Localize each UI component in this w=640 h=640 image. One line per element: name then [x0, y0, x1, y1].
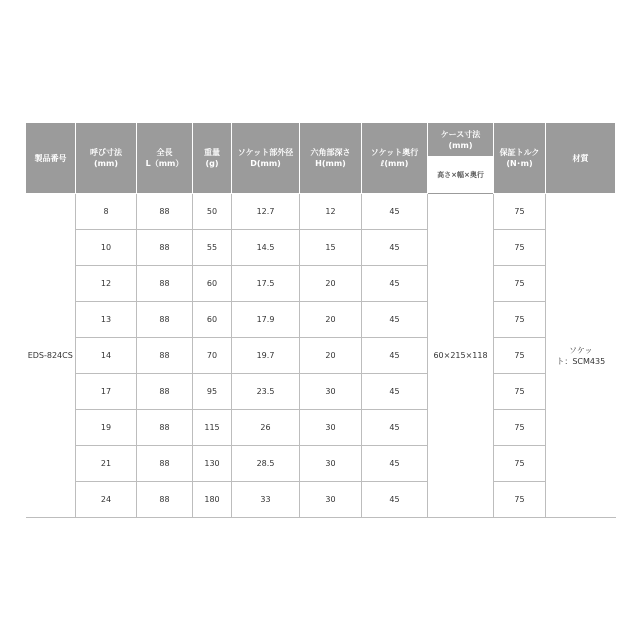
- length-cell: 88: [137, 338, 193, 374]
- weight-cell: 50: [193, 194, 232, 230]
- hex-depth-cell: 30: [300, 410, 362, 446]
- torque-cell: 75: [494, 338, 546, 374]
- nominal-cell: 19: [76, 410, 137, 446]
- header-case-size: ケース寸法 (mm): [428, 123, 494, 157]
- header-torque: 保証トルク (N･m): [494, 123, 546, 194]
- torque-cell: 75: [494, 410, 546, 446]
- material-line-2: ト：SCM435: [556, 356, 606, 366]
- nominal-cell: 17: [76, 374, 137, 410]
- header-length: 全長 L（mm）: [137, 123, 193, 194]
- table-row: [26, 482, 616, 518]
- torque-cell: 75: [494, 302, 546, 338]
- torque-cell: 75: [494, 446, 546, 482]
- header-socket-depth: ソケット奥行 ℓ(mm): [362, 123, 428, 194]
- table-row: [26, 194, 616, 230]
- header-nominal-size: 呼び寸法 (mm): [76, 123, 137, 194]
- nominal-cell: 10: [76, 230, 137, 266]
- torque-cell: 75: [494, 230, 546, 266]
- outer-diameter-cell: 23.5: [232, 374, 300, 410]
- outer-diameter-cell: 12.7: [232, 194, 300, 230]
- nominal-cell: 24: [76, 482, 137, 518]
- torque-cell: 75: [494, 482, 546, 518]
- material-cell: [546, 194, 616, 518]
- socket-depth-cell: 45: [362, 410, 428, 446]
- length-cell: 88: [137, 374, 193, 410]
- socket-depth-cell: 45: [362, 446, 428, 482]
- torque-cell: 75: [494, 374, 546, 410]
- socket-depth-cell: 45: [362, 194, 428, 230]
- table-row: [26, 374, 616, 410]
- length-cell: 88: [137, 194, 193, 230]
- nominal-cell: 13: [76, 302, 137, 338]
- table-row: [26, 266, 616, 302]
- outer-diameter-cell: 19.7: [232, 338, 300, 374]
- hex-depth-cell: 12: [300, 194, 362, 230]
- hex-depth-cell: 20: [300, 302, 362, 338]
- nominal-cell: 12: [76, 266, 137, 302]
- nominal-cell: 21: [76, 446, 137, 482]
- weight-cell: 60: [193, 302, 232, 338]
- nominal-cell: 8: [76, 194, 137, 230]
- table-row: [26, 338, 616, 374]
- weight-cell: 55: [193, 230, 232, 266]
- case-size-cell: 60×215×118: [428, 194, 494, 518]
- table-row: [26, 446, 616, 482]
- weight-cell: 115: [193, 410, 232, 446]
- hex-depth-cell: 20: [300, 338, 362, 374]
- header-hex-depth: 六角部深さ H(mm): [300, 123, 362, 194]
- outer-diameter-cell: 17.9: [232, 302, 300, 338]
- outer-diameter-cell: 17.5: [232, 266, 300, 302]
- hex-depth-cell: 30: [300, 374, 362, 410]
- socket-depth-cell: 45: [362, 374, 428, 410]
- socket-depth-cell: 45: [362, 266, 428, 302]
- socket-depth-cell: 45: [362, 230, 428, 266]
- outer-diameter-cell: 33: [232, 482, 300, 518]
- outer-diameter-cell: 28.5: [232, 446, 300, 482]
- header-case-size-sub: 高さ×幅×奥行: [428, 157, 494, 194]
- length-cell: 88: [137, 410, 193, 446]
- hex-depth-cell: 30: [300, 482, 362, 518]
- material-line-1: ソケッ: [568, 345, 593, 355]
- length-cell: 88: [137, 482, 193, 518]
- weight-cell: 60: [193, 266, 232, 302]
- weight-cell: 70: [193, 338, 232, 374]
- socket-depth-cell: 45: [362, 482, 428, 518]
- table-row: [26, 302, 616, 338]
- socket-depth-cell: 45: [362, 302, 428, 338]
- model-number-cell: EDS-824CS: [26, 194, 76, 518]
- torque-cell: 75: [494, 266, 546, 302]
- length-cell: 88: [137, 230, 193, 266]
- socket-depth-cell: 45: [362, 338, 428, 374]
- hex-depth-cell: 15: [300, 230, 362, 266]
- weight-cell: 180: [193, 482, 232, 518]
- outer-diameter-cell: 26: [232, 410, 300, 446]
- header-weight: 重量 (g): [193, 123, 232, 194]
- spec-table: [25, 122, 616, 518]
- length-cell: 88: [137, 302, 193, 338]
- nominal-cell: 14: [76, 338, 137, 374]
- weight-cell: 130: [193, 446, 232, 482]
- hex-depth-cell: 30: [300, 446, 362, 482]
- torque-cell: 75: [494, 194, 546, 230]
- header-outer-diameter: ソケット部外径 D(mm): [232, 123, 300, 194]
- weight-cell: 95: [193, 374, 232, 410]
- hex-depth-cell: 20: [300, 266, 362, 302]
- table-row: [26, 410, 616, 446]
- outer-diameter-cell: 14.5: [232, 230, 300, 266]
- table-row: [26, 230, 616, 266]
- header-material: 材質: [546, 123, 616, 194]
- header-model-number: 製品番号: [26, 123, 76, 194]
- length-cell: 88: [137, 266, 193, 302]
- length-cell: 88: [137, 446, 193, 482]
